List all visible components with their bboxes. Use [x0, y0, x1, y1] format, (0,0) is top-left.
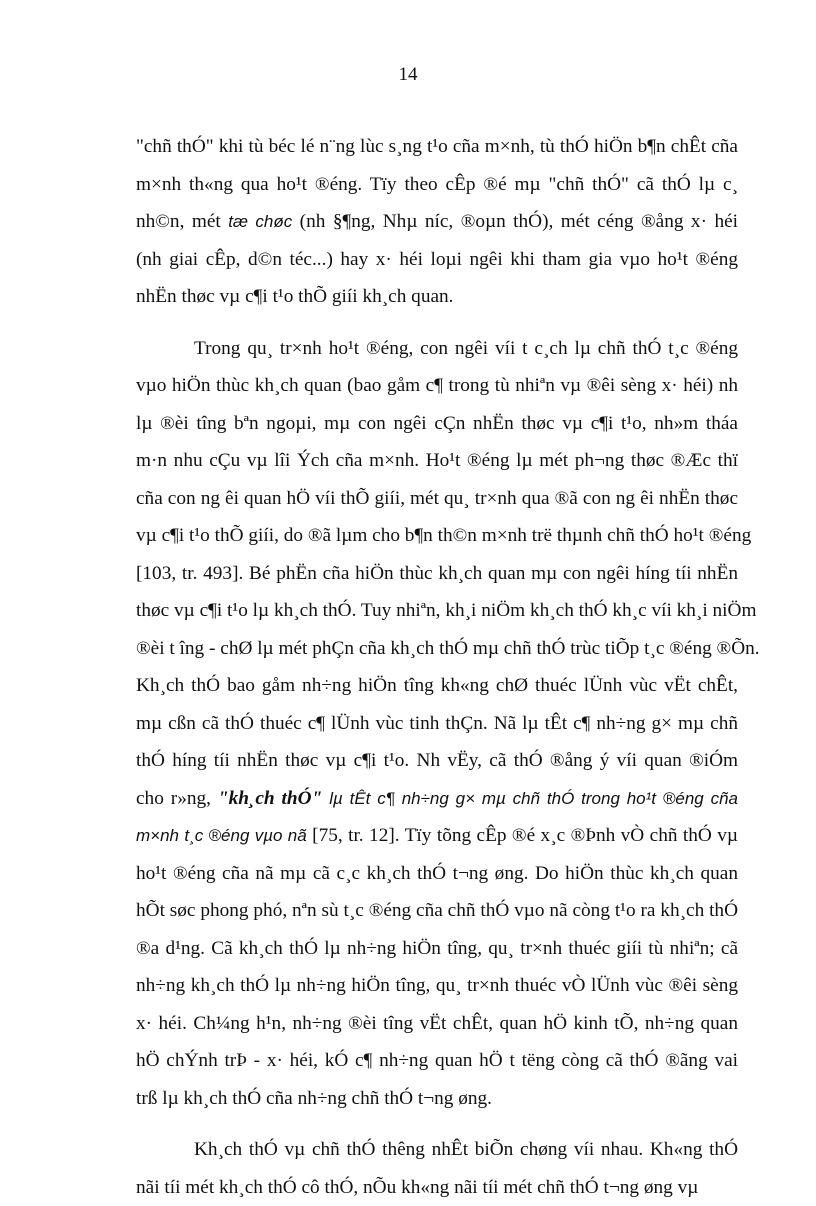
paragraph	[136, 1131, 738, 1206]
text-run: cho r»ng,	[136, 788, 218, 809]
text-line: "chñ thÓ" khi tù béc lé n¨ng lùc s¸ng t¹o cña m×nh, tù thÓ hiÖn b¶n chÊt cña	[136, 128, 738, 166]
text-line: Trong qu¸ tr×nh ho¹t ®éng, con ngêi víi t c¸ch lµ chñ thÓ t¸c ®éng	[136, 330, 738, 368]
text-line: ®èi t îng - chØ lµ mét phÇn cña kh¸ch thÓ mµ chñ thÓ trùc tiÕp t¸c ®éng ®Õn.	[136, 630, 738, 668]
italic-run: m×nh t¸c ®éng vµo nã	[136, 826, 307, 845]
text-line: Kh¸ch thÓ bao gåm nh÷ng hiÖn tîng kh«ng chØ thuéc lÜnh vùc vËt chÊt,	[136, 667, 738, 705]
text-line: trß lµ kh¸ch thÓ cña nh÷ng chñ thÓ t¬ng øng.	[136, 1080, 738, 1118]
text-line: (nh giai cÊp, d©n téc...) hay x· héi loµi ngêi khi tham gia vµo ho¹t ®éng	[136, 241, 738, 279]
text-line: nh÷ng kh¸ch thÓ lµ nh÷ng hiÖn tîng, qu¸ tr×nh thuéc vÒ lÜnh vùc ®êi sèng	[136, 967, 738, 1005]
text-line: x· héi. Ch¼ng h¹n, nh÷ng ®èi tîng vËt chÊt, quan hÖ kinh tÕ, nh÷ng quan	[136, 1005, 738, 1043]
text-line: vµo hiÖn thùc kh¸ch quan (bao gåm c¶ trong tù nhiªn vµ ®êi sèng x· héi) nh	[136, 367, 738, 405]
text-line: m·n nhu cÇu vµ lîi Ých cña m×nh. Ho¹t ®éng lµ mét ph¬ng thøc ®Æc thï	[136, 442, 738, 480]
text-line: m×nh th«ng qua ho¹t ®éng. Tïy theo cÊp ®é mµ "chñ thÓ" cã thÓ lµ c¸	[136, 166, 738, 204]
text-line	[136, 780, 738, 818]
text-line: lµ ®èi tîng bªn ngoµi, mµ con ngêi cÇn nhËn thøc vµ c¶i t¹o, nh»m tháa	[136, 405, 738, 443]
text-line: nhËn thøc vµ c¶i t¹o thÕ giíi kh¸ch quan.	[136, 278, 738, 316]
text-line: nãi tíi mét kh¸ch thÓ cô thÓ, nÕu kh«ng nãi tíi mét chñ thÓ t¬ng øng vµ	[136, 1169, 738, 1206]
text-line: vµ c¶i t¹o thÕ giíi, do ®ã lµm cho b¶n th©n m×nh trë thµnh chñ thÓ ho¹t ®éng	[136, 517, 738, 555]
page-number: 14	[0, 64, 816, 86]
bold-italic-term: "kh¸ch thÓ"	[218, 788, 322, 809]
text-line: ho¹t ®éng cña nã mµ cã c¸c kh¸ch thÓ t¬ng øng. Do hiÖn thùc kh¸ch quan	[136, 855, 738, 893]
text-line: cña con ng êi quan hÖ víi thÕ giíi, mét qu¸ tr×nh qua ®ã con ng êi nhËn thøc	[136, 480, 738, 518]
text-line: [103, tr. 493]. Bé phËn cña hiÖn thùc kh¸ch quan mµ con ngêi híng tíi nhËn	[136, 555, 738, 593]
paragraph-spacer	[136, 1117, 738, 1131]
text-run: (nh §¶ng, Nhµ níc, ®oµn thÓ), mét céng ®ång x· héi	[292, 211, 738, 232]
text-line: thÓ híng tíi nhËn thøc vµ c¶i t¹o. Nh vËy, cã thÓ ®ång ý víi quan ®iÓm	[136, 742, 738, 780]
italic-run: tæ chøc	[228, 212, 292, 231]
paragraph-spacer	[136, 316, 738, 330]
paragraph	[136, 128, 738, 316]
text-line: thøc vµ c¶i t¹o lµ kh¸ch thÓ. Tuy nhiªn, kh¸i niÖm kh¸ch thÓ kh¸c víi kh¸i niÖm	[136, 592, 738, 630]
text-line: Kh¸ch thÓ vµ chñ thÓ thêng nhÊt biÕn chøng víi nhau. Kh«ng thÓ	[136, 1131, 738, 1169]
text-line: ®a d¹ng. Cã kh¸ch thÓ lµ nh÷ng hiÖn tîng, qu¸ tr×nh thuéc giíi tù nhiªn; cã	[136, 930, 738, 968]
text-line	[136, 817, 738, 855]
text-line: hÖ chÝnh trÞ - x· héi, kÓ c¶ nh÷ng quan hÖ t tëng còng cã thÓ ®ãng vai	[136, 1042, 738, 1080]
text-line: mµ cßn cã thÓ thuéc c¶ lÜnh vùc tinh thÇn. Nã lµ tÊt c¶ nh÷ng g× mµ chñ	[136, 705, 738, 743]
document-body	[136, 128, 738, 1206]
text-run: nh©n, mét	[136, 211, 228, 232]
paragraph	[136, 330, 738, 1118]
text-line: hÕt søc phong phó, nªn sù t¸c ®éng cña chñ thÓ vµo nã còng t¹o ra kh¸ch thÓ	[136, 892, 738, 930]
text-run: [75, tr. 12]. Tïy tõng cÊp ®é x¸c ®Þnh vÒ chñ thÓ vµ	[307, 825, 738, 846]
text-line	[136, 203, 738, 241]
italic-run: lµ tÊt c¶ nh÷ng g× mµ chñ thÓ trong ho¹t ®éng cña	[329, 789, 738, 808]
